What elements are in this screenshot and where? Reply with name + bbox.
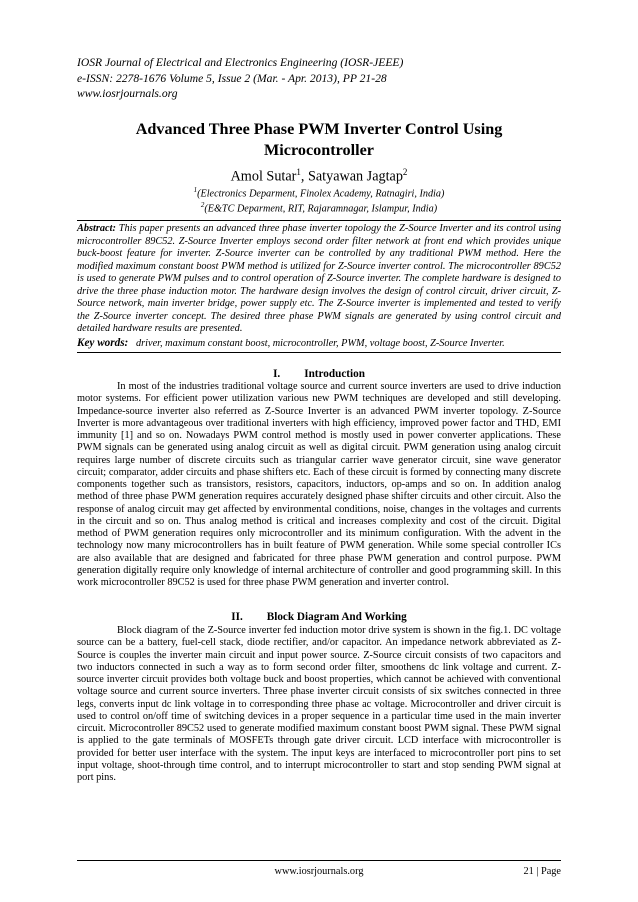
abstract-top-rule xyxy=(77,220,561,221)
author-affiliation-mark: 1 xyxy=(296,167,301,177)
abstract-label: Abstract: xyxy=(77,223,116,234)
journal-site: www.iosrjournals.org xyxy=(77,87,178,100)
section-title: Block Diagram And Working xyxy=(266,611,407,623)
section-number: II. xyxy=(231,611,243,623)
journal-issn: e-ISSN: 2278-1676 Volume 5, Issue 2 (Mar. - Apr. 2013), PP 21-28 xyxy=(77,71,387,85)
affiliation-2 xyxy=(77,199,561,215)
affiliation-text: (Electronics Deparment, Finolex Academy, Ratnagiri, India) xyxy=(197,188,445,200)
affiliation-text: (E&TC Deparment, RIT, Rajaramnagar, Islampur, India) xyxy=(204,203,438,215)
paper-title-line-1: Advanced Three Phase PWM Inverter Control Using xyxy=(135,120,503,138)
keywords-text: driver, maximum constant boost, microcontroller, PWM, voltage boost, Z-Source Inverter. xyxy=(136,338,505,349)
affiliation-1 xyxy=(77,184,561,200)
affiliation-mark: 1 xyxy=(193,186,198,194)
keywords-label: Key words: xyxy=(77,337,129,349)
author-name: Satyawan Jagtap xyxy=(307,168,403,185)
author-separator: , xyxy=(300,168,308,185)
block-diagram-paragraph: Block diagram of the Z-Source inverter fed induction motor drive system is shown in the fig.1. DC voltage source can be a battery, fuel-cell stack, diode rectifier, and/or capacitor. An impedance network abbreviated as Z-Source is couples the inverter main circuit and input power source. Z-Source circuit consists of two capacitors and two inductors connected in such a way as to form second order filter, smoothens dc link voltage and current. Z-source inverter circuit provides both voltage buck and boost properties, which cannot be achieved with conventional voltage source and current source inverters. Three phase inverter circuit consists of six switches connected in three legs, converts input dc link voltage in to corresponding three phase ac voltage. Microcontroller and driver circuit is used to control on/off time of switching devices in a proper sequence in a particular time used in the main inverter circuit. Microcontroller 89C52 used to generate modified maximum constant boost PWM signal. These PWM signal is applied to the gate terminals of MOSFETs through gate driver circuit. LCD interface with microcontroller is provided for better user interface with the system. The input keys are interfaced to microcontroller port pins to set input voltage, shoot-through time control, and to interrupt microcontroller to start and stop sending PWM signal at port pins. xyxy=(77,625,561,783)
section-heading-introduction xyxy=(77,367,561,381)
author-name: Amol Sutar xyxy=(230,168,297,185)
introduction-paragraph: In most of the industries traditional voltage source and current source inverters are used to drive induction motor systems. For efficient power utilization various new PWM techniques are developed and still developing. Impedance-source inverter also referred as Z-Source Inverter is an advanced PWM inverter topology. Z-Source Inverter is more advantageous over traditional inverters with high efficiency, improved power factor and THD, EMI immunity [1] and so on. Nowadays PWM control method is mostly used in power converter applications. These PWM signals can be generated using analog circuit as well as digital circuit. PWM generation using analog circuit requires large number of discrete circuits such as triangular carrier wave generator circuit, sine wave generator circuit; comparator, adder circuits and phase shifters etc. Each of these circuit is formed by connecting many discrete components together such as transistors, resistors, capacitors, inductors, op-amps and so on. In addition analog method of three phase PWM generation requires accurately designed phase shifter circuits and other circuit. Also the response of analog circuit may get affected by environmental conditions, noise, changes in the voltages and currents in the circuit and so on. Thus analog method is critical and increases complexity and cost of the circuit. Digital method of PWM generation requires only microcontroller and its minimum configuration. With the advent in the technology now many microcontrollers has in built feature of PWM generation. While some special controller ICs are also available that are designed and fabricated for three phase PWM generation and control purpose. PWM generation digitally require only knowledge of internal architecture of controller and good programming skill. In this work microcontroller 89C52 is used for three phase PWM generation and inverter control. xyxy=(77,381,561,588)
footer-page-number: 21 | Page xyxy=(523,866,561,877)
abstract-text: This paper presents an advanced three phase inverter topology the Z-Source Inverter and its control using microcontroller 89C52. Z-Source Inverter employs second order filter network at front end which provides unique buck-boost feature for inverter. Z-Source inverter can be controlled by any traditional PWM method. Here the modified maximum constant boost PWM method is utilized for Z-Source inverter control. The microcontroller 89C52 is used to generate PWM pulses and to control operation of Z-Source inverter. The complete hardware is designed to drive the three phase induction motor. The hardware design involves the design of control circuit, driver circuit, Z-Source network, main inverter bridge, power supply etc. The Z-Source inverter is implemented and tested to verify the Z-Source inverter concept. The desired three phase PWM signals are generated by using control circuit and detailed hardware results are presented. xyxy=(77,223,561,335)
journal-name: IOSR Journal of Electrical and Electronics Engineering (IOSR-JEEE) xyxy=(77,56,404,69)
author-list xyxy=(77,163,561,186)
author-affiliation-mark: 2 xyxy=(402,167,408,177)
section-number: I. xyxy=(273,368,281,380)
section-title: Introduction xyxy=(304,368,365,380)
keywords-bottom-rule xyxy=(77,352,561,353)
paper-title xyxy=(77,119,561,161)
abstract xyxy=(77,223,561,336)
footer-rule xyxy=(77,860,561,861)
paper-title-line-2: Microcontroller xyxy=(264,141,374,159)
journal-header xyxy=(77,55,557,102)
keywords xyxy=(77,337,561,350)
section-heading-block-diagram xyxy=(77,610,561,624)
footer-url: www.iosrjournals.org xyxy=(274,866,364,877)
affiliation-mark: 2 xyxy=(200,201,205,209)
